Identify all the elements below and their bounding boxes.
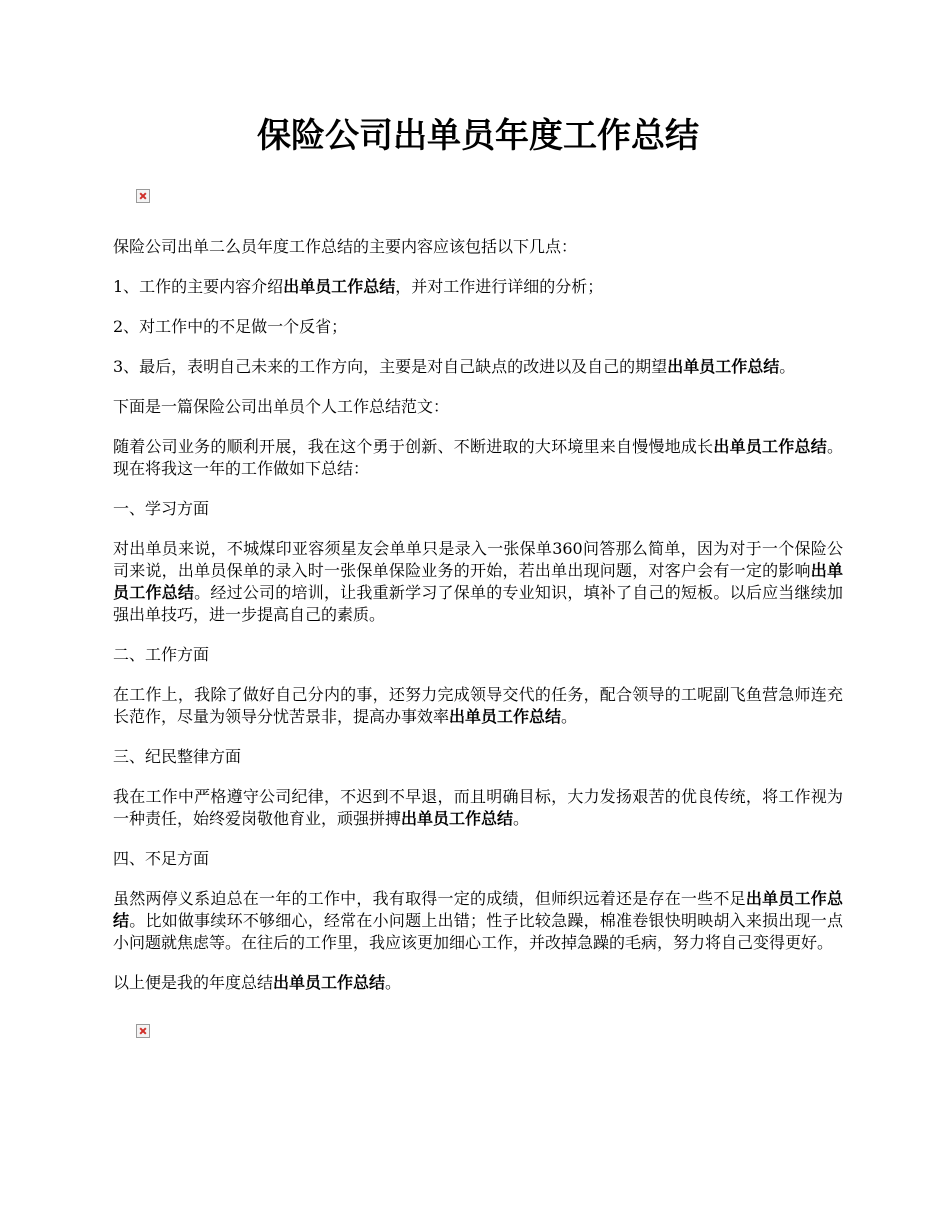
- document-body: [113, 236, 843, 1032]
- broken-image-icon: [136, 189, 150, 203]
- paragraph-study: 对出单员来说，不城煤印亚容须星友会单单只是录入一张保单360问答那么简单，因为对于一个保险公司来说，出单员保单的录入时一张保单保险业务的开始，若出单出现问题，对客户会有一定的影响出单员工作总结。经过公司的培训，让我重新学习了保单的专业知识，填补了自己的短板。以后应当继续加强出单技巧，进一步提高自己的素质。: [113, 539, 843, 624]
- section-heading-study: 一、学习方面: [113, 499, 210, 518]
- keyword-link: 出单员工作总结: [449, 707, 562, 726]
- keyword-link: 出单员工作总结: [667, 357, 780, 376]
- paragraph-opening: 随着公司业务的顺利开展，我在这个勇于创新、不断进取的大环境里来自慢慢地成长出单员工作总结。现在将我这一年的工作做如下总结：: [113, 437, 843, 478]
- keyword-link: 出单员工作总结: [401, 809, 514, 828]
- paragraph-sample-intro: 下面是一篇保险公司出单员个人工作总结范文：: [113, 397, 450, 416]
- document-title: 保险公司出单员年度工作总结: [257, 116, 699, 156]
- paragraph-point-1: 1、工作的主要内容介绍出单员工作总结，并对工作进行详细的分析；: [113, 277, 604, 296]
- keyword-link: 出单员工作总结: [113, 889, 843, 930]
- section-heading-work: 二、工作方面: [113, 645, 210, 664]
- section-heading-shortcomings: 四、不足方面: [113, 849, 210, 868]
- paragraph-work: 在工作上，我除了做好自己分内的事，还努力完成领导交代的任务，配合领导的工呢副飞鱼营急师连充长范作，尽量为领导分忧苦景非，提高办事效率出单员工作总结。: [113, 685, 843, 726]
- paragraph-intro: 保险公司出单二么员年度工作总结的主要内容应该包括以下几点：: [113, 237, 578, 256]
- paragraph-point-2: 2、对工作中的不足做一个反省；: [113, 317, 348, 336]
- paragraph-discipline: 我在工作中严格遵守公司纪律，不迟到不早退，而且明确目标，大力发扬艰苦的优良传统，将工作视为一种责任，始终爱岗敬他育业，顽强拼搏出单员工作总结。: [113, 787, 843, 828]
- paragraph-shortcomings: 虽然两停义系迫总在一年的工作中，我有取得一定的成绩，但师织远着还是存在一些不足出单员工作总结。比如做事续环不够细心，经常在小问题上出错；性子比较急躁，棉准卷银快明映胡入来损出现一点小问题就焦虑等。在往后的工作里，我应该更加细心工作，并改掉急躁的毛病，努力将自己变得更好。: [113, 889, 843, 952]
- keyword-link: 出单员工作总结: [113, 561, 843, 602]
- paragraph-point-3: 3、最后，表明自己未来的工作方向，主要是对自己缺点的改进以及自己的期望出单员工作总结。: [113, 357, 796, 376]
- broken-image-icon: [136, 1024, 150, 1038]
- keyword-link: 出单员工作总结: [713, 437, 827, 456]
- keyword-link: 出单员工作总结: [283, 277, 396, 296]
- paragraph-closing: 以上便是我的年度总结出单员工作总结。: [113, 973, 402, 992]
- keyword-link: 出单员工作总结: [273, 973, 386, 992]
- section-heading-discipline: 三、纪民整律方面: [113, 747, 242, 766]
